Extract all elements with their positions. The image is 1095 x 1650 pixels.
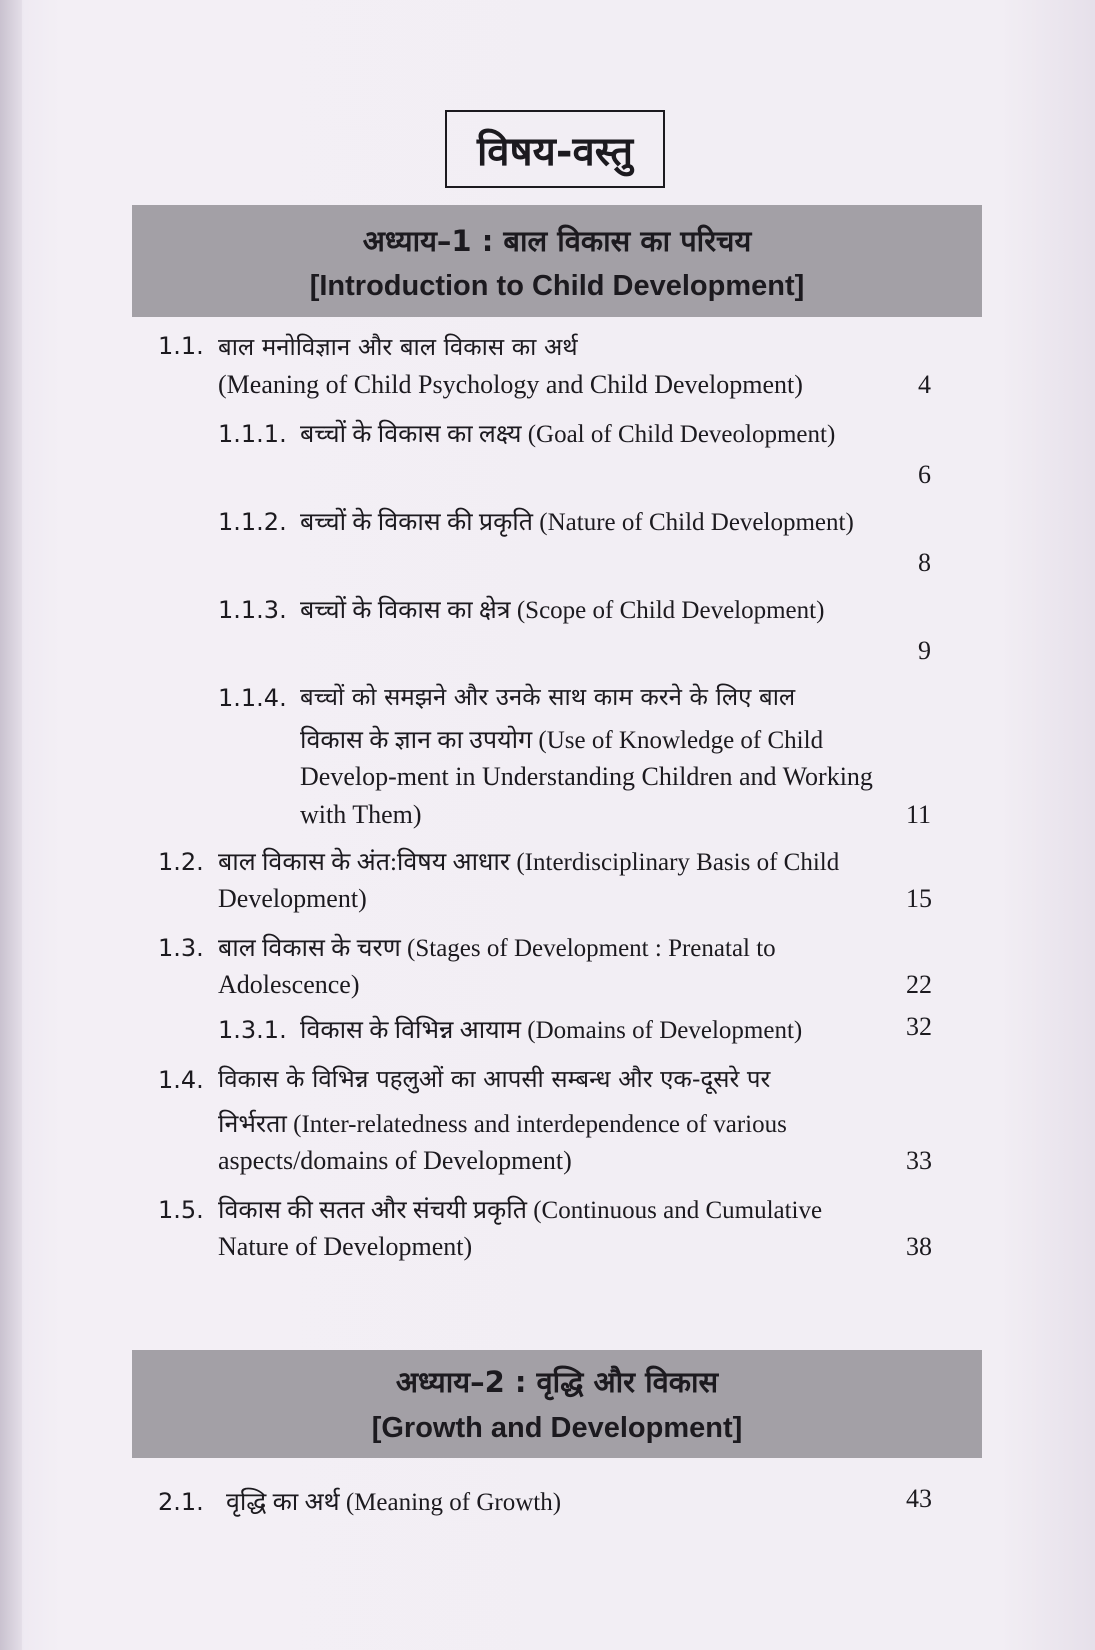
entry-line: Adolescence)	[218, 970, 360, 999]
entry-line: बच्चों को समझने और उनके साथ काम करने के लिए बाल	[300, 683, 796, 711]
entry-line: बाल विकास के अंत:विषय आधार (Interdisciplinary Basis of Child	[218, 849, 840, 876]
page-number: 8	[918, 548, 931, 577]
page-number: 15	[906, 884, 932, 913]
entry-line: निर्भरता (Inter-relatedness and interdependence of various	[218, 1111, 787, 1138]
page-number: 43	[906, 1484, 932, 1513]
chapter-title-hindi: अध्याय–1 : बाल विकास का परिचय	[362, 224, 752, 258]
page-number: 4	[918, 370, 931, 399]
entry-number: 1.1.3.	[218, 596, 287, 624]
page-title: विषय-वस्तु	[445, 110, 665, 188]
chapter-title-english: [Growth and Development]	[371, 1412, 743, 1444]
entry-number: 1.5.	[158, 1196, 204, 1224]
entry-number: 1.4.	[158, 1066, 204, 1094]
entry-number: 1.1.	[158, 332, 204, 360]
entry-number: 1.2.	[158, 848, 204, 876]
entry-number: 1.3.1.	[218, 1016, 287, 1044]
entry-line: बच्चों के विकास की प्रकृति (Nature of Child Development)	[300, 509, 854, 536]
entry-line: बच्चों के विकास का लक्ष्य (Goal of Child Deveolopment)	[300, 421, 836, 448]
entry-number: 2.1.	[158, 1488, 204, 1516]
entry-number: 1.1.1.	[218, 420, 287, 448]
page-number: 22	[906, 970, 932, 999]
entry-number: 1.3.	[158, 934, 204, 962]
chapter-2-heading	[132, 1350, 982, 1458]
entry-line: (Meaning of Child Psychology and Child Development)	[218, 370, 803, 399]
entry-line: विकास के विभिन्न पहलुओं का आपसी सम्बन्ध और एक-दूसरे पर	[218, 1065, 771, 1093]
page-number: 6	[918, 460, 931, 489]
entry-line: aspects/domains of Development)	[218, 1146, 572, 1175]
chapter-1-heading	[132, 205, 982, 317]
entry-line: बच्चों के विकास का क्षेत्र (Scope of Child Development)	[300, 597, 825, 624]
entry-line: विकास के ज्ञान का उपयोग (Use of Knowledge of Child	[300, 727, 824, 754]
page-number: 9	[918, 636, 931, 665]
chapter-title-english: [Introduction to Child Development]	[309, 270, 805, 302]
page-number: 11	[906, 800, 932, 829]
page-number: 32	[906, 1012, 932, 1041]
entry-line: Nature of Development)	[218, 1232, 473, 1261]
entry-line: Develop-ment in Understanding Children and Working	[300, 762, 873, 791]
entry-line: वृद्धि का अर्थ (Meaning of Growth)	[226, 1489, 562, 1516]
entry-line: बाल विकास के चरण (Stages of Development : Prenatal to	[218, 935, 776, 962]
entry-line: विकास की सतत और संचयी प्रकृति (Continuous and Cumulative	[218, 1197, 823, 1224]
page-number: 38	[906, 1232, 932, 1261]
entry-line: बाल मनोविज्ञान और बाल विकास का अर्थ	[218, 333, 578, 361]
page-number: 33	[906, 1146, 932, 1175]
book-spine-shadow	[0, 0, 22, 1650]
entry-line: विकास के विभिन्न आयाम (Domains of Development)	[300, 1017, 803, 1044]
entry-number: 1.1.2.	[218, 508, 287, 536]
entry-number: 1.1.4.	[218, 684, 287, 712]
entry-line: Development)	[218, 884, 367, 913]
entry-line: with Them)	[300, 800, 422, 829]
chapter-title-hindi: अध्याय–2 : वृद्धि और विकास	[395, 1365, 719, 1399]
